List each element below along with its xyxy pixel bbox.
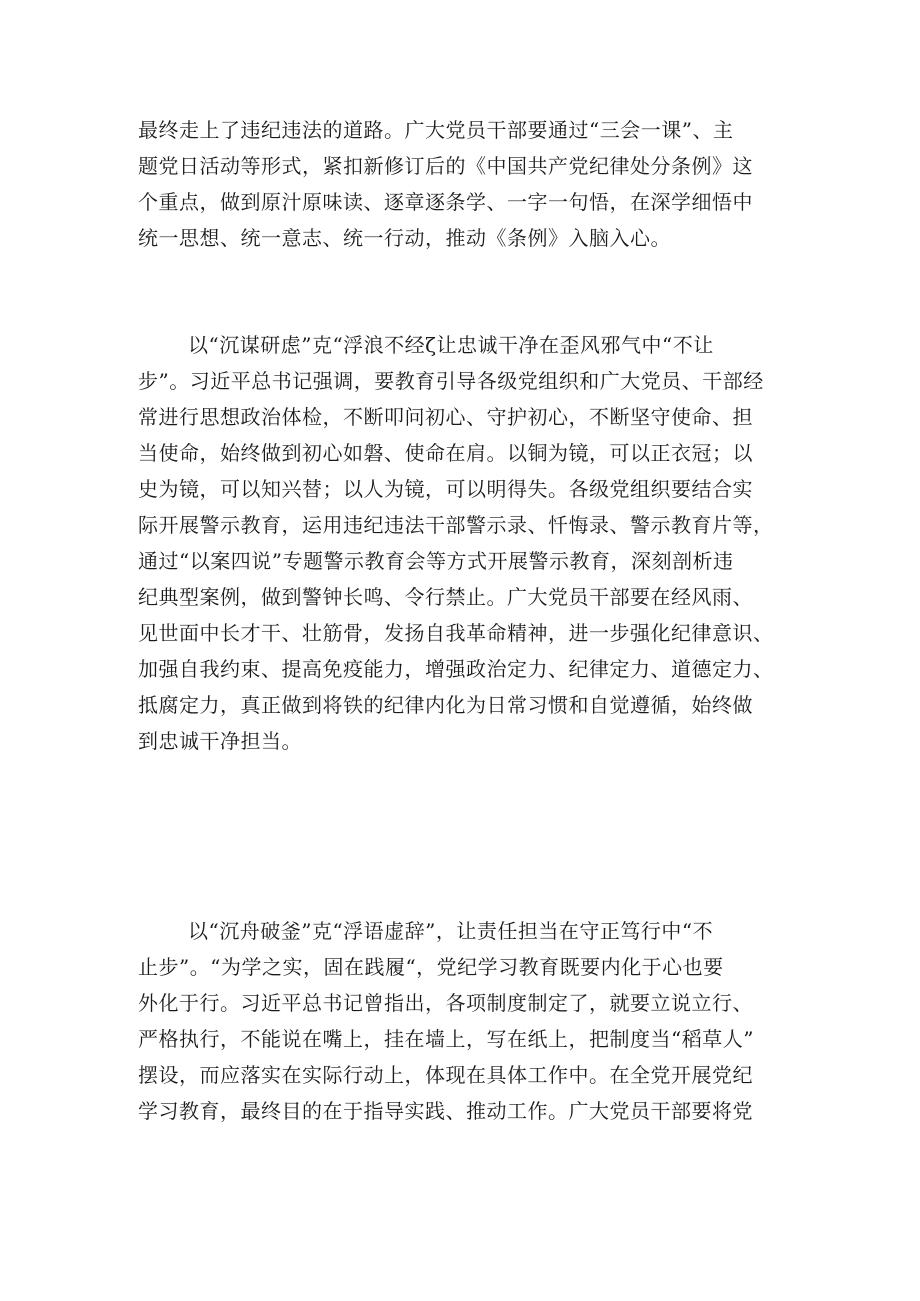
text-line: 学习教育，最终目的在于指导实践、推动工作。广大党员干部要将党 (138, 1099, 753, 1123)
text-line: 摆设，而应落实在实际行动上，体现在具体工作中。在全党开展党纪 (138, 1063, 753, 1087)
text-line: 纪典型案例，做到警钟长鸣、令行禁止。广大党员干部要在经风雨、 (138, 585, 753, 609)
text-line: 步”。习近平总书记强调，要教育引导各级党组织和广大党员、干部经 (138, 369, 764, 393)
paragraph-2 (138, 327, 798, 759)
text-line: 以“沉谋研虑”克“浮浪不经ζ让忠诚干净在歪风邪气中“不让 (188, 333, 714, 357)
text-line: 统一思想、统一意志、统一行动，推动《条例》入脑入心。 (138, 226, 671, 250)
text-line: 加强自我约束、提高免疫能力，增强政治定力、纪律定力、道德定力、 (138, 657, 774, 681)
text-line: 题党日活动等形式，紧扣新修订后的《中国共产党纪律处分条例》这 (138, 154, 753, 178)
paragraph-3 (138, 913, 798, 1129)
text-line: 以“沉舟破釜”克“浮语虚辞”，让责任担当在守正笃行中“不 (188, 919, 714, 943)
text-line: 外化于行。习近平总书记曾指出，各项制度制定了，就要立说立行、 (138, 991, 753, 1015)
text-line: 最终走上了违纪违法的道路。广大党员干部要通过“三会一课”、主 (138, 118, 734, 142)
text-line: 见世面中长才干、壮筋骨，发扬自我革命精神，进一步强化纪律意识、 (138, 621, 774, 645)
text-line: 严格执行，不能说在嘴上，挂在墙上，写在纸上，把制度当“稻草人” (138, 1027, 754, 1051)
text-line: 际开展警示教育，运用违纪违法干部警示录、忏悔录、警示教育片等， (138, 513, 774, 537)
paragraph-1 (138, 112, 798, 256)
text-line: 到忠诚干净担当。 (138, 729, 302, 753)
text-line: 个重点，做到原汁原味读、逐章逐条学、一字一句悟，在深学细悟中 (138, 190, 753, 214)
text-line: 史为镜，可以知兴替；以人为镜，可以明得失。各级党组织要结合实 (138, 477, 753, 501)
text-line: 当使命，始终做到初心如磐、使命在肩。以铜为镜，可以正衣冠；以 (138, 441, 753, 465)
text-line: 通过“以案四说”专题警示教育会等方式开展警示教育，深刻剖析违 (138, 549, 734, 573)
text-line: 抵腐定力，真正做到将铁的纪律内化为日常习惯和自觉遵循，始终做 (138, 693, 753, 717)
text-line: 止步”。“为学之实，固在践履“，党纪学习教育既要内化于心也要 (138, 955, 724, 979)
text-line: 常进行思想政治体检，不断叩问初心、守护初心，不断坚守使命、担 (138, 405, 753, 429)
